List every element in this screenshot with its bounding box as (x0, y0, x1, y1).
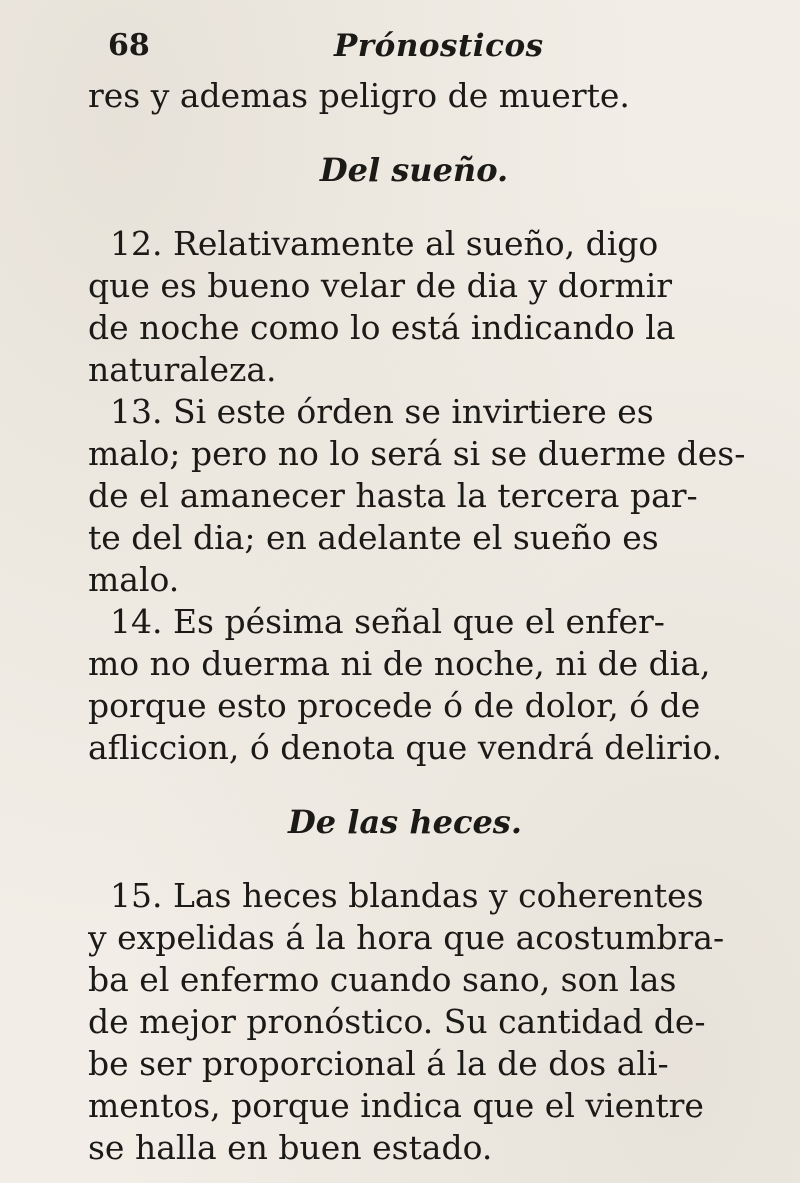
text-line: mentos, porque indica que el vientre (88, 1086, 704, 1125)
text-line: de noche como lo está indicando la (88, 308, 676, 347)
section-heading-sueno: Del sueño. (319, 151, 509, 189)
text-line: malo. (88, 560, 180, 599)
section-heading-heces: De las heces. (288, 803, 522, 841)
paragraph-15-line: 15. Las heces blandas y coherentes (110, 876, 704, 915)
running-head: Prónosticos (334, 28, 544, 64)
paragraph-12-line: 12. Relativamente al sueño, digo (110, 224, 659, 263)
text-line: te del dia; en adelante el sueño es (88, 518, 659, 557)
text-line: be ser proporcional á la de dos ali- (88, 1044, 669, 1083)
paragraph-14-line: 14. Es pésima señal que el enfer- (110, 602, 665, 641)
text-line: mo no duerma ni de noche, ni de dia, (88, 644, 711, 683)
text-line: que es bueno velar de dia y dormir (88, 266, 673, 305)
text-line: se halla en buen estado. (88, 1128, 493, 1167)
text-line: ba el enfermo cuando sano, son las (88, 960, 677, 999)
text-line: de mejor pronóstico. Su cantidad de- (88, 1002, 706, 1041)
text-line: y expelidas á la hora que acostumbra- (88, 918, 725, 957)
text-line: malo; pero no lo será si se duerme des- (88, 434, 746, 473)
page-number: 68 (108, 28, 150, 63)
text-line: afliccion, ó denota que vendrá delirio. (88, 728, 723, 767)
text-line: res y ademas peligro de muerte. (88, 76, 630, 115)
text-line: de el amanecer hasta la tercera par- (88, 476, 698, 515)
text-line: porque esto procede ó de dolor, ó de (88, 686, 701, 725)
paragraph-13-line: 13. Si este órden se invirtiere es (110, 392, 654, 431)
text-line: naturaleza. (88, 350, 277, 389)
